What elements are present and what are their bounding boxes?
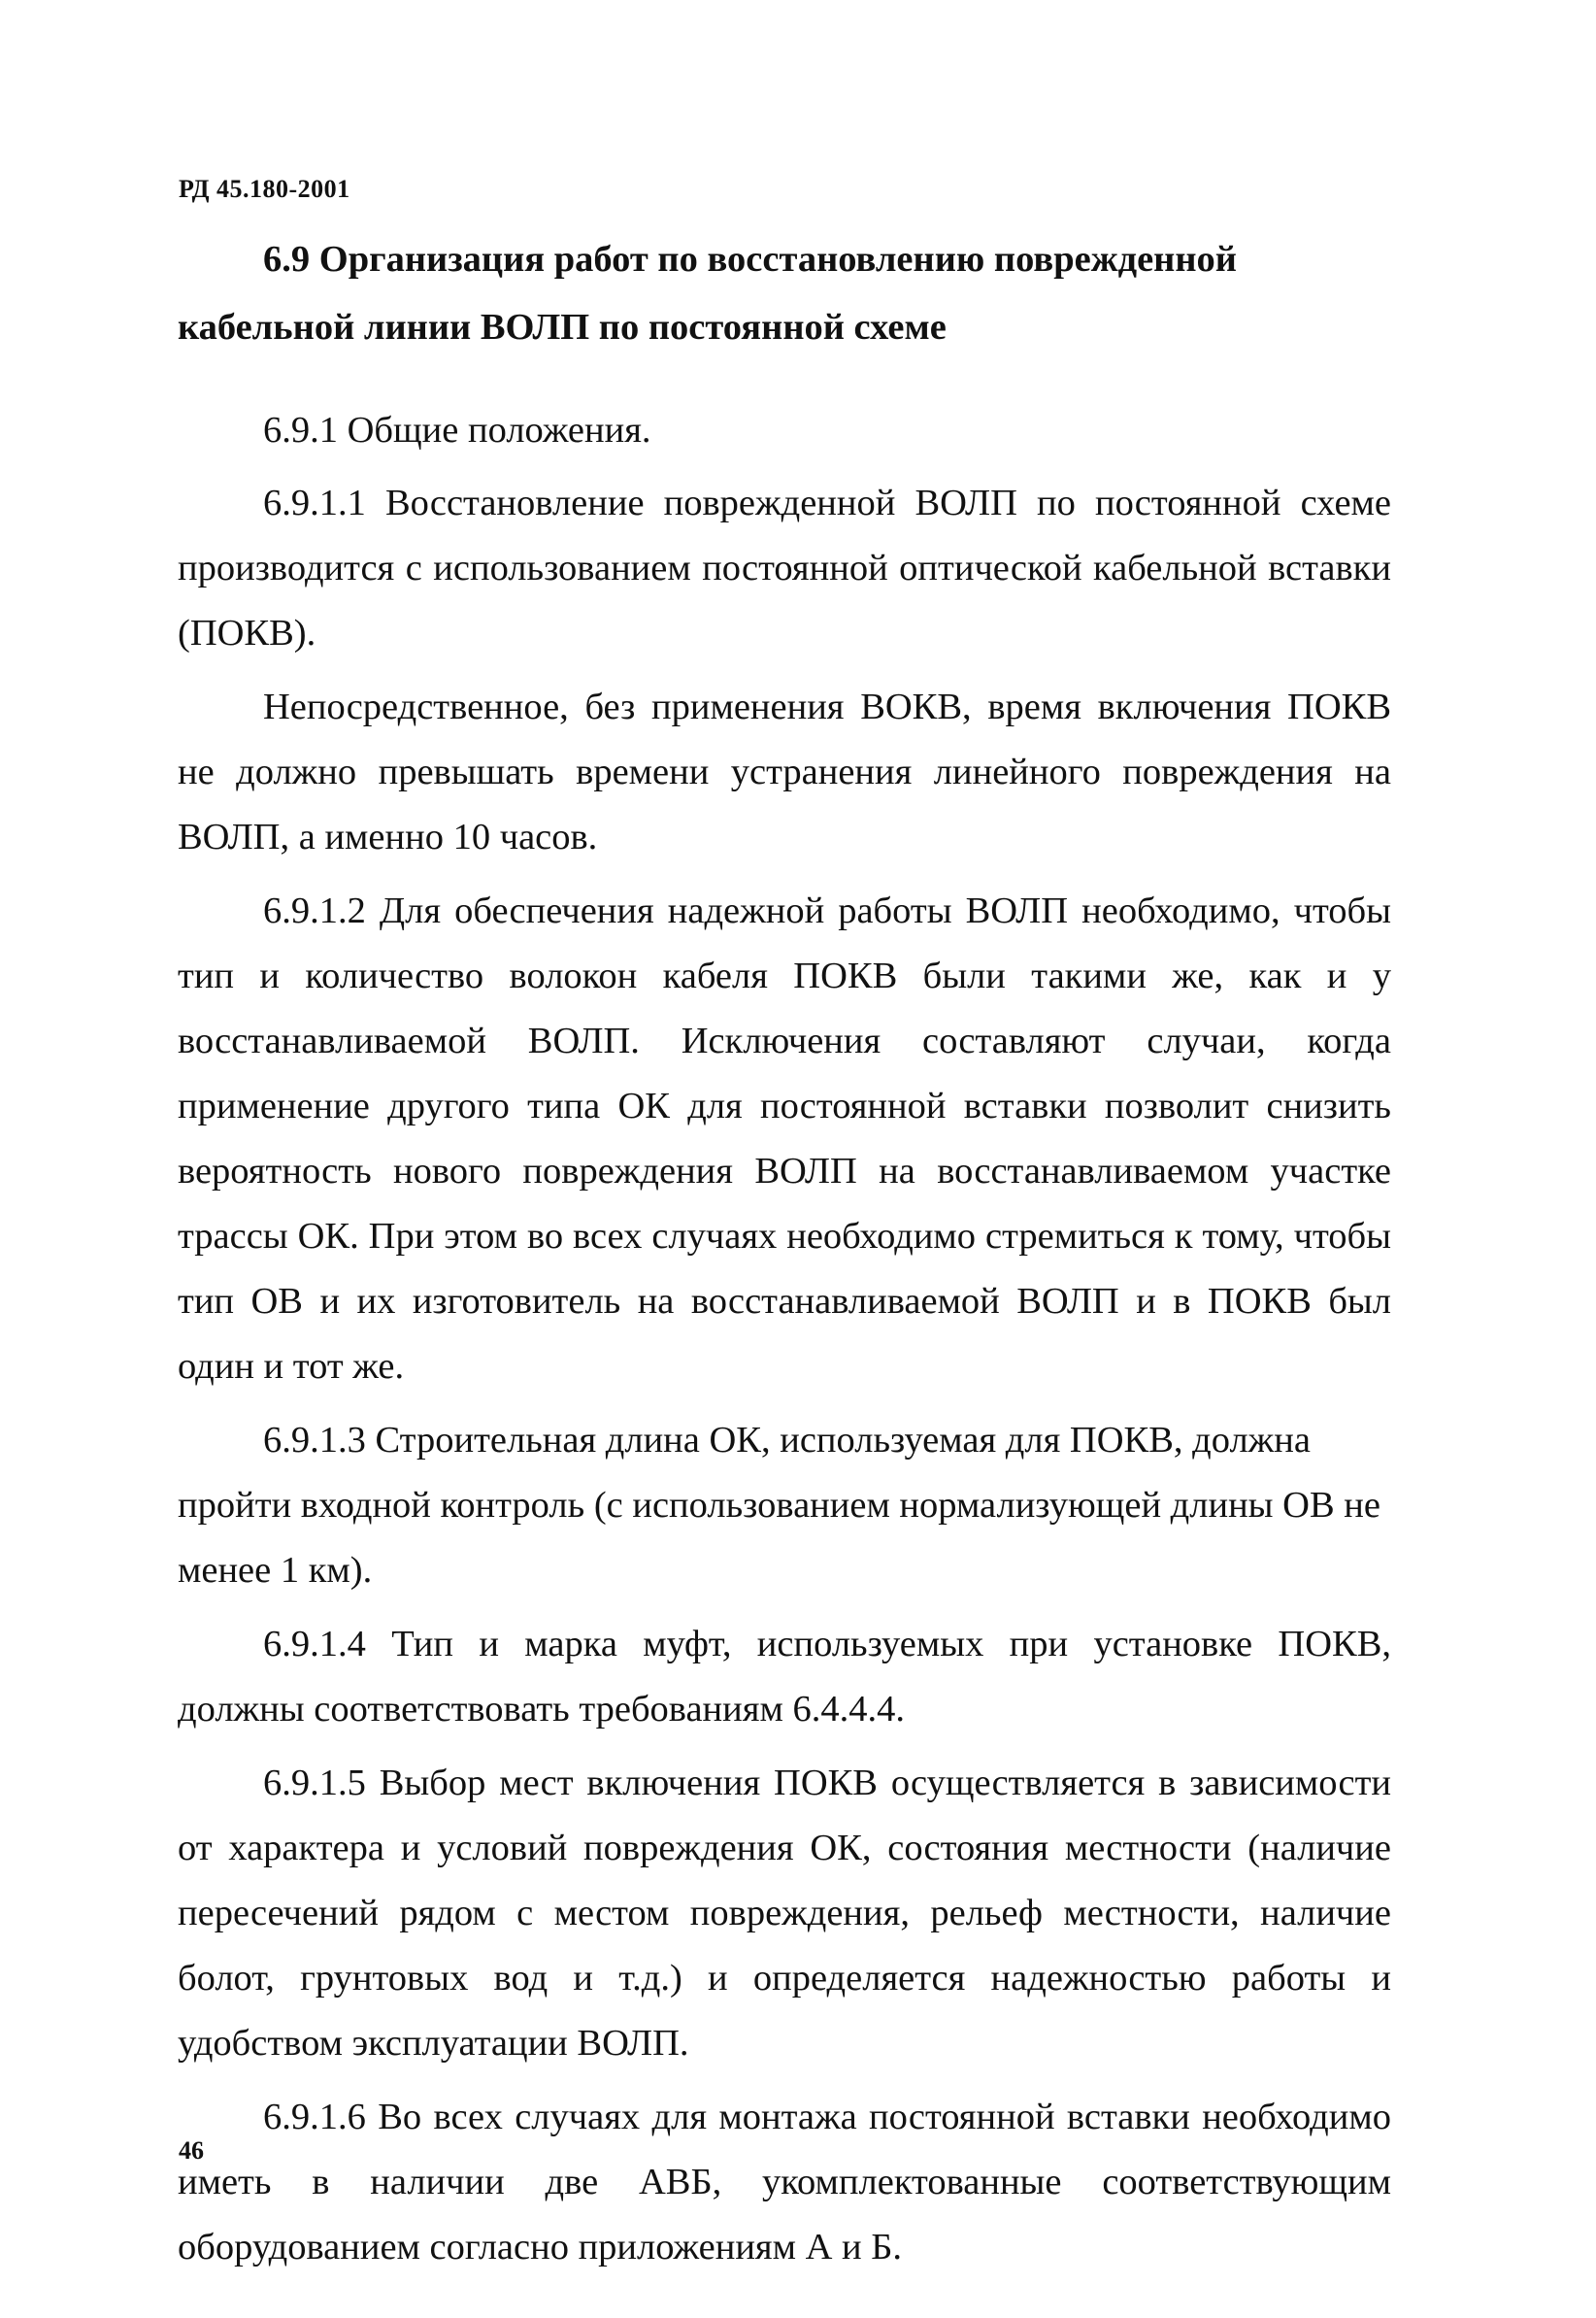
paragraph-6-9-1-3: 6.9.1.3 Строительная длина ОК, используемая для ПОКВ, должна пройти входной контроль (с использованием нормализующей длины ОВ не менее 1 км). [178, 1420, 1380, 1591]
paragraph-6-9-1-2: 6.9.1.2 Для обеспечения надежной работы ВОЛП необходимо, чтобы тип и количество волокон кабеля ПОКВ были такими же, как и у восстанавливаемой ВОЛП. Исключения составляют случаи, когда применение другого типа ОК для постоянной вставки позволит снизить вероятность нового повреждения ВОЛП на восстанавливаемом участке трассы ОК. При этом во всех случаях необходимо стремиться к тому, чтобы тип ОВ и их изготовитель на восстанавливаемой ВОЛП и в ПОКВ был один и тот же. [178, 890, 1391, 1387]
paragraph-6-9-1-6: 6.9.1.6 Во всех случаях для монтажа постоянной вставки необходимо иметь в наличии две АВБ, укомплектованные соответствующим оборудованием согласно приложениям А и Б. [178, 2097, 1391, 2268]
section-title: 6.9 Организация работ по восстановлению поврежденной кабельной линии ВОЛП по постоянной схеме [178, 239, 1237, 348]
paragraph-6-9-1-5: 6.9.1.5 Выбор мест включения ПОКВ осуществляется в зависимости от характера и условий повреждения ОК, состояния местности (наличие пересечений рядом с местом повреждения, рельеф местности, наличие болот, грунтовых вод и т.д.) и определяется надежностью работы и удобством эксплуатации ВОЛП. [178, 1763, 1391, 2064]
document-code: РД 45.180-2001 [179, 175, 350, 203]
paragraph-direct-inclusion-time: Непосредственное, без применения ВОКВ, время включения ПОКВ не должно превышать времени устранения линейного повреждения на ВОЛП, а именно 10 часов. [178, 687, 1391, 857]
paragraph-6-9-1-1: 6.9.1.1 Восстановление поврежденной ВОЛП по постоянной схеме производится с использованием постоянной оптической кабельной вставки (ПОКВ). [178, 483, 1391, 654]
subsection-title: 6.9.1 Общие положения. [263, 410, 651, 451]
page-number: 46 [179, 2136, 204, 2165]
section-body [178, 225, 1391, 2289]
paragraph-6-9-1-4: 6.9.1.4 Тип и марка муфт, используемых при установке ПОКВ, должны соответствовать требованиям 6.4.4.4. [178, 1624, 1391, 1730]
